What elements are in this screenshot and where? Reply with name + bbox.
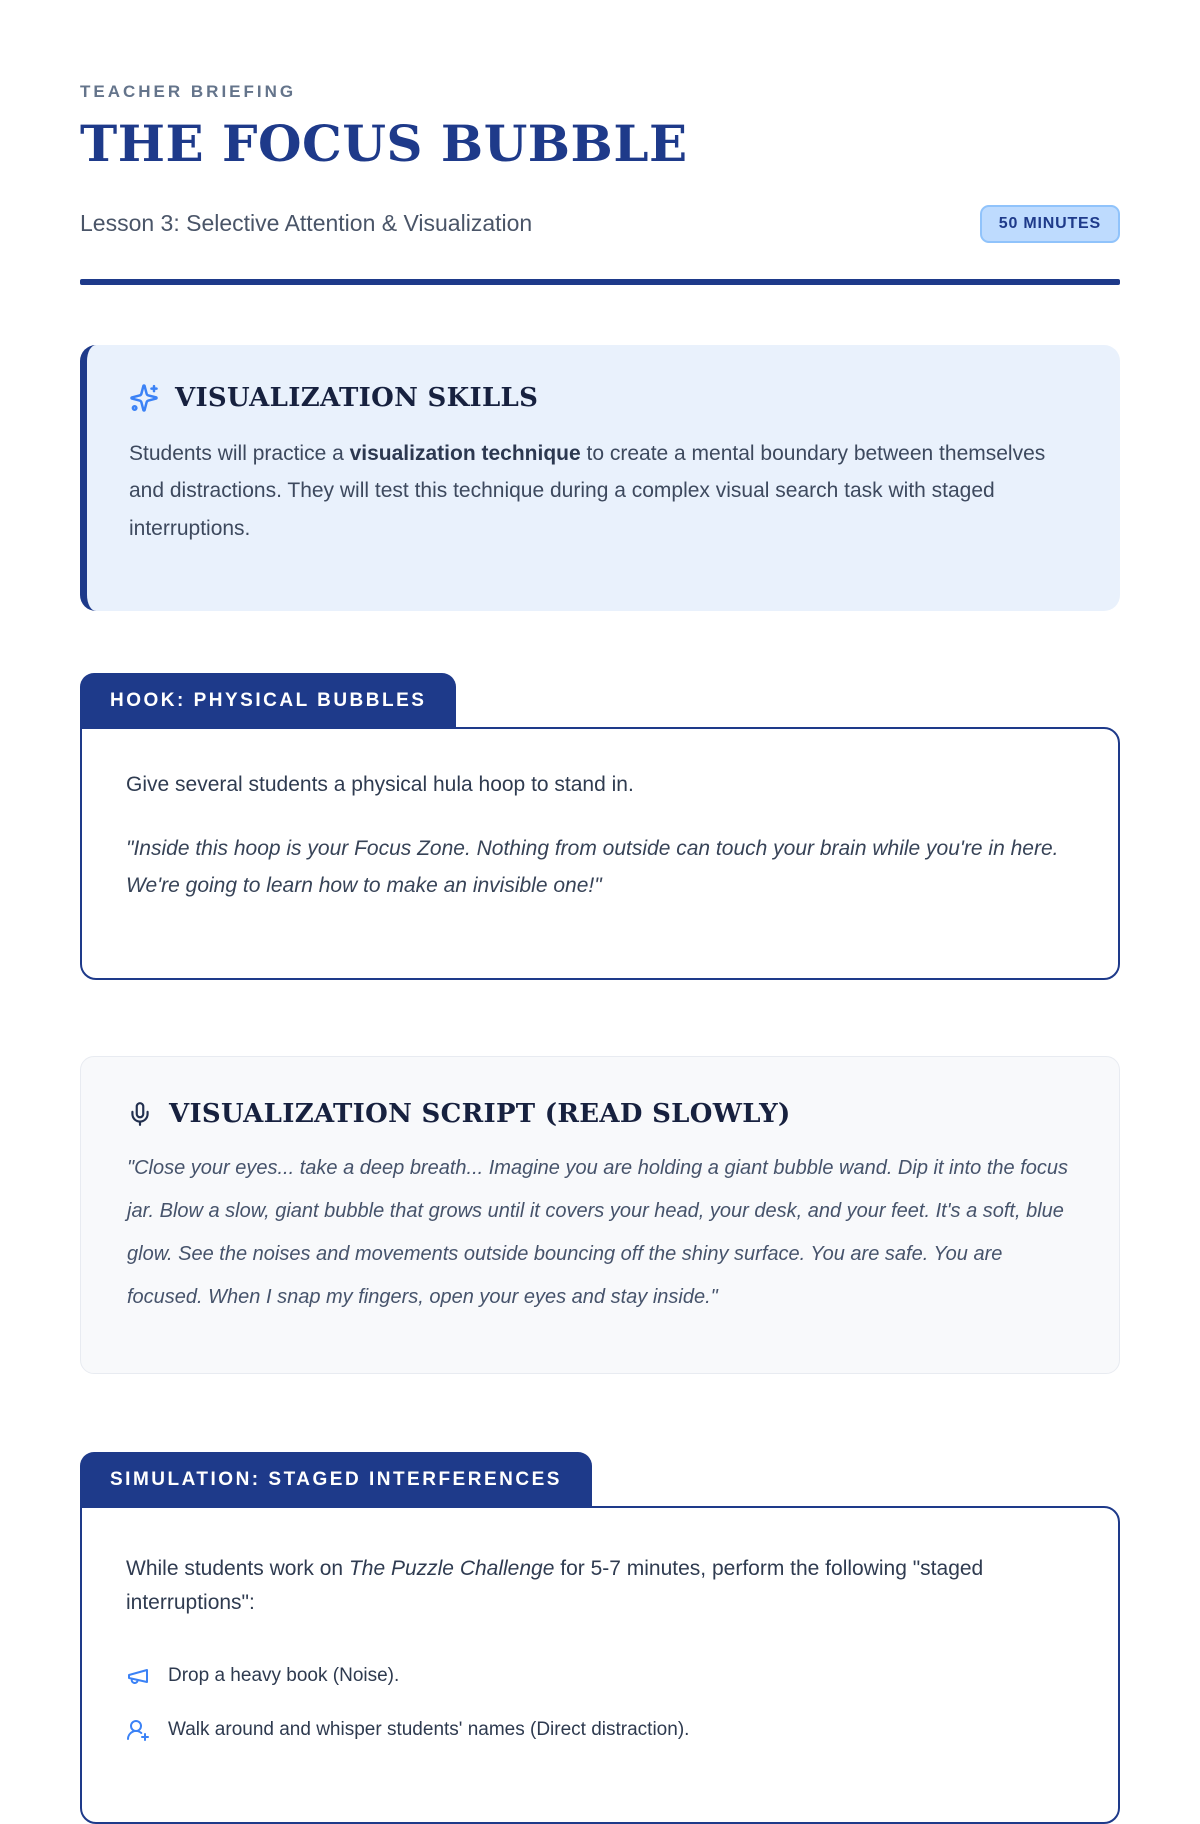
objective-body-bold: visualization technique [349, 441, 581, 465]
list-item-text: Drop a heavy book (Noise). [168, 1664, 400, 1686]
interruption-list [126, 1664, 1074, 1742]
page-title: THE FOCUS BUBBLE [80, 114, 688, 173]
page [80, 0, 1120, 1824]
duration-badge: 50 MINUTES [980, 205, 1120, 243]
simulation-intro-suffix: for 5-7 minutes, perform the following "staged interruptions": [126, 1557, 984, 1614]
list-item [126, 1664, 1074, 1688]
objective-heading-row [129, 383, 1074, 413]
objective-card [80, 345, 1120, 611]
script-body: "Close your eyes... take a deep breath... Imagine you are holding a giant bubble wand. Dip it into the focus jar. Blow a slow, giant bubble that grows until it covers your head, your desk, and your feet. It's a soft, blue glow. See the noises and movements outside bouncing off the shiny surface. You are safe. You are focused. When I snap my fingers, open your eyes and stay inside." [127, 1157, 1069, 1309]
list-item [126, 1718, 1074, 1742]
eyebrow: TEACHER BRIEFING [80, 82, 297, 101]
simulation-card [80, 1506, 1120, 1823]
sparkles-icon [129, 383, 159, 413]
simulation-section-tab: SIMULATION: STAGED INTERFERENCES [80, 1452, 592, 1506]
header-divider [80, 279, 1120, 285]
script-heading-row [127, 1099, 1073, 1129]
lesson-subtitle: Lesson 3: Selective Attention & Visualization [80, 210, 533, 236]
objective-heading: VISUALIZATION SKILLS [175, 382, 539, 413]
objective-body-prefix: Students will practice a [129, 441, 350, 465]
list-item-text: Walk around and whisper students' names (Direct distraction). [168, 1718, 690, 1740]
objective-body-suffix: to create a mental boundary between themselves and distractions. They will test this technique during a complex visual search task with staged interruptions. [129, 441, 1046, 541]
script-heading: VISUALIZATION SCRIPT (READ SLOWLY) [169, 1099, 791, 1130]
simulation-intro [126, 1552, 1074, 1619]
hook-quote: "Inside this hoop is your Focus Zone. Nothing from outside can touch your brain while you're in here. We're going to learn how to make an invisible one!" [126, 836, 1059, 897]
hook-section-tab: HOOK: PHYSICAL BUBBLES [80, 673, 456, 727]
megaphone-icon [126, 1664, 150, 1688]
user-plus-icon [126, 1718, 150, 1742]
mic-icon [127, 1101, 153, 1127]
script-card [80, 1056, 1120, 1374]
subtitle-row [80, 205, 1120, 243]
objective-body [129, 435, 1074, 548]
hook-card [80, 727, 1120, 981]
hook-instruction: Give several students a physical hula hoop to stand in. [126, 772, 634, 796]
simulation-intro-prefix: While students work on [126, 1557, 349, 1581]
simulation-intro-activity: The Puzzle Challenge [348, 1557, 555, 1581]
